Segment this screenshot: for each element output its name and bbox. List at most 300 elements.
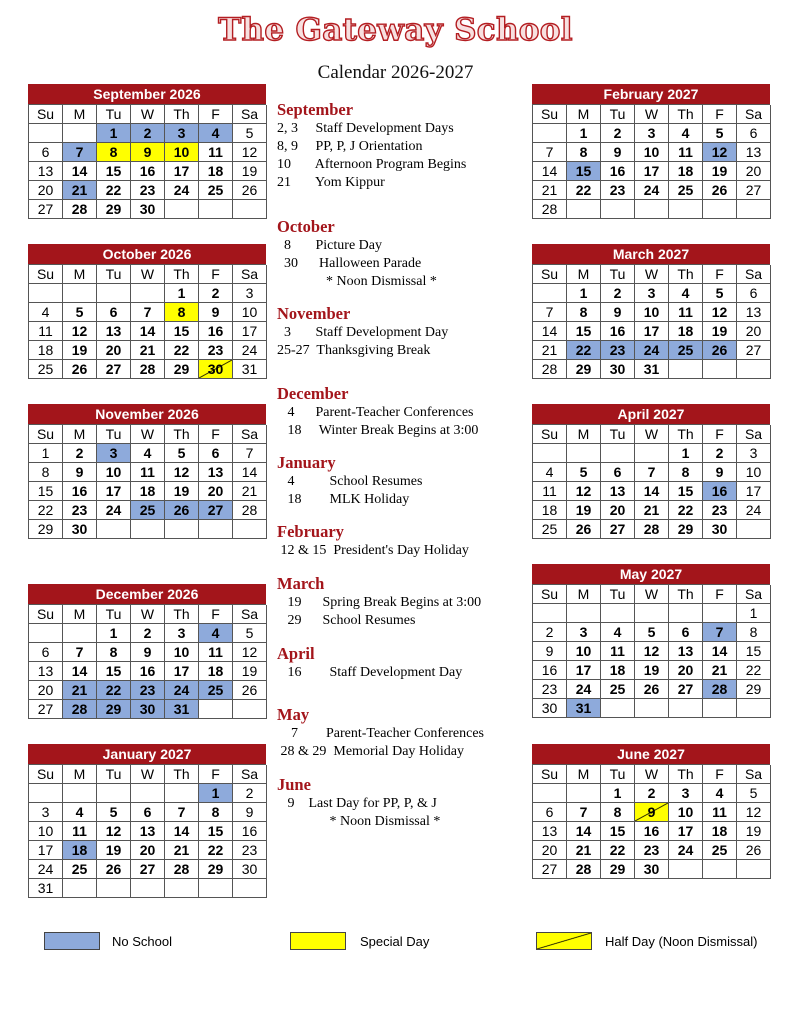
day-cell xyxy=(635,303,669,322)
day-cell xyxy=(97,643,131,662)
weekday-header: F xyxy=(703,425,737,444)
day-cell xyxy=(97,463,131,482)
weekday-header: Su xyxy=(533,425,567,444)
day-cell xyxy=(63,482,97,501)
day-cell xyxy=(97,501,131,520)
day-cell xyxy=(601,162,635,181)
day-cell xyxy=(601,303,635,322)
calendar-jan-2027 xyxy=(28,744,266,898)
weekday-header: Sa xyxy=(737,105,771,124)
day-cell xyxy=(131,822,165,841)
day-cell xyxy=(635,841,669,860)
day-cell xyxy=(165,360,199,379)
day-number: 19 xyxy=(71,342,88,358)
day-cell xyxy=(199,162,233,181)
day-cell xyxy=(233,303,267,322)
day-cell xyxy=(601,661,635,680)
day-number: 15 xyxy=(575,163,592,179)
day-cell xyxy=(199,322,233,341)
day-number: 31 xyxy=(575,700,592,716)
day-number: 4 xyxy=(211,125,220,141)
day-number: 13 xyxy=(139,823,156,839)
empty-day-cell xyxy=(567,200,601,219)
weekday-header: Su xyxy=(29,105,63,124)
day-cell xyxy=(703,680,737,699)
day-number: 2 xyxy=(613,285,622,301)
event-month-heading: March xyxy=(277,574,325,593)
day-cell xyxy=(199,341,233,360)
day-cell xyxy=(669,784,703,803)
day-cell xyxy=(29,482,63,501)
empty-day-cell xyxy=(737,520,771,539)
day-cell xyxy=(533,841,567,860)
weekday-header: Tu xyxy=(601,265,635,284)
day-cell xyxy=(635,623,669,642)
day-number: 9 xyxy=(75,464,84,480)
day-cell xyxy=(199,822,233,841)
weekday-header: Tu xyxy=(97,425,131,444)
day-cell xyxy=(567,661,601,680)
weekday-header: W xyxy=(131,425,165,444)
day-cell xyxy=(601,360,635,379)
weekday-header: Th xyxy=(669,425,703,444)
day-number: 9 xyxy=(245,804,254,820)
event-month-heading: May xyxy=(277,705,310,724)
day-number: 21 xyxy=(711,662,728,678)
event-line: 8, 9 PP, P, J Orientation xyxy=(277,139,423,154)
day-number: 16 xyxy=(643,823,660,839)
day-cell xyxy=(165,662,199,681)
event-month-heading: June xyxy=(277,775,311,794)
day-number: 9 xyxy=(647,804,656,820)
day-cell xyxy=(29,700,63,719)
day-number: 12 xyxy=(173,464,190,480)
day-number: 29 xyxy=(745,681,762,697)
empty-day-cell xyxy=(233,520,267,539)
weekday-header: W xyxy=(131,105,165,124)
day-number: 24 xyxy=(643,182,660,198)
day-cell xyxy=(737,642,771,661)
day-number: 21 xyxy=(139,342,156,358)
day-cell xyxy=(703,841,737,860)
day-number: 26 xyxy=(105,861,122,877)
day-number: 8 xyxy=(211,804,220,820)
day-cell xyxy=(63,322,97,341)
day-cell xyxy=(199,624,233,643)
day-number: 1 xyxy=(211,785,220,801)
day-number: 5 xyxy=(579,464,588,480)
day-cell xyxy=(131,341,165,360)
day-number: 23 xyxy=(241,842,258,858)
legend-half-day-label: Half Day (Noon Dismissal) xyxy=(605,934,758,949)
day-cell xyxy=(669,482,703,501)
empty-day-cell xyxy=(165,879,199,898)
empty-day-cell xyxy=(567,604,601,623)
day-cell xyxy=(567,322,601,341)
weekday-header: Th xyxy=(165,425,199,444)
day-cell xyxy=(601,680,635,699)
day-number: 26 xyxy=(575,521,592,537)
weekday-header: Tu xyxy=(97,765,131,784)
day-cell xyxy=(635,181,669,200)
day-number: 4 xyxy=(41,304,50,320)
day-cell xyxy=(737,661,771,680)
day-cell xyxy=(29,303,63,322)
empty-day-cell xyxy=(635,444,669,463)
day-number: 9 xyxy=(715,464,724,480)
day-number: 2 xyxy=(211,285,220,301)
day-number: 8 xyxy=(177,304,186,320)
day-number: 24 xyxy=(173,682,190,698)
weekday-header: Tu xyxy=(601,105,635,124)
day-number: 24 xyxy=(643,342,660,358)
empty-day-cell xyxy=(737,860,771,879)
day-number: 3 xyxy=(647,125,656,141)
day-number: 13 xyxy=(745,304,762,320)
day-cell xyxy=(533,699,567,718)
day-number: 28 xyxy=(71,201,88,217)
day-number: 20 xyxy=(139,842,156,858)
weekday-header: Su xyxy=(533,765,567,784)
day-number: 14 xyxy=(643,483,660,499)
day-cell xyxy=(635,661,669,680)
day-cell xyxy=(233,643,267,662)
empty-day-cell xyxy=(199,879,233,898)
day-number: 14 xyxy=(541,323,558,339)
day-number: 19 xyxy=(643,662,660,678)
day-cell xyxy=(669,822,703,841)
day-cell xyxy=(131,482,165,501)
day-cell xyxy=(97,181,131,200)
day-number: 31 xyxy=(643,361,660,377)
day-number: 27 xyxy=(541,861,558,877)
day-number: 27 xyxy=(105,361,122,377)
day-cell xyxy=(131,624,165,643)
day-number: 6 xyxy=(545,804,554,820)
day-cell xyxy=(29,860,63,879)
day-number: 25 xyxy=(71,861,88,877)
day-cell xyxy=(165,624,199,643)
day-cell xyxy=(131,181,165,200)
calendar-grid xyxy=(28,604,266,719)
day-cell xyxy=(635,784,669,803)
day-cell xyxy=(635,341,669,360)
day-cell xyxy=(737,284,771,303)
day-cell xyxy=(533,341,567,360)
day-number: 13 xyxy=(207,464,224,480)
day-number: 12 xyxy=(711,144,728,160)
day-number: 11 xyxy=(140,464,155,480)
day-cell xyxy=(635,124,669,143)
day-cell xyxy=(737,463,771,482)
day-number: 22 xyxy=(609,842,626,858)
day-number: 21 xyxy=(173,842,190,858)
calendar-month-header: November 2026 xyxy=(28,404,266,424)
weekday-header: M xyxy=(567,765,601,784)
day-number: 3 xyxy=(749,445,758,461)
day-cell xyxy=(131,841,165,860)
day-cell xyxy=(567,841,601,860)
legend-half-day-swatch xyxy=(536,932,592,950)
day-number: 31 xyxy=(241,361,258,377)
empty-day-cell xyxy=(131,520,165,539)
day-number: 22 xyxy=(173,342,190,358)
day-cell xyxy=(131,860,165,879)
empty-day-cell xyxy=(199,520,233,539)
day-number: 15 xyxy=(173,323,190,339)
day-number: 3 xyxy=(177,625,186,641)
day-cell xyxy=(63,463,97,482)
day-cell xyxy=(567,520,601,539)
weekday-header: Th xyxy=(669,585,703,604)
day-number: 17 xyxy=(105,483,122,499)
day-number: 10 xyxy=(575,643,592,659)
day-cell xyxy=(165,482,199,501)
day-number: 13 xyxy=(37,163,54,179)
day-number: 3 xyxy=(647,285,656,301)
empty-day-cell xyxy=(131,284,165,303)
day-cell xyxy=(131,444,165,463)
day-cell xyxy=(533,623,567,642)
calendar-grid xyxy=(532,764,770,879)
day-cell xyxy=(233,841,267,860)
day-number: 17 xyxy=(37,842,54,858)
calendar-grid xyxy=(532,584,770,718)
day-number: 14 xyxy=(575,823,592,839)
day-number: 29 xyxy=(207,861,224,877)
day-number: 29 xyxy=(105,201,122,217)
day-cell xyxy=(165,681,199,700)
weekday-header: M xyxy=(567,265,601,284)
day-cell xyxy=(601,520,635,539)
weekday-header: M xyxy=(567,105,601,124)
weekday-header: Th xyxy=(165,765,199,784)
day-cell xyxy=(601,143,635,162)
day-number: 18 xyxy=(207,663,224,679)
empty-day-cell xyxy=(63,284,97,303)
day-cell xyxy=(165,181,199,200)
day-number: 21 xyxy=(541,342,558,358)
day-number: 29 xyxy=(37,521,54,537)
day-number: 2 xyxy=(143,625,152,641)
event-month-heading: April xyxy=(277,644,315,663)
weekday-header: Sa xyxy=(737,425,771,444)
day-cell xyxy=(199,501,233,520)
day-cell xyxy=(533,181,567,200)
day-number: 9 xyxy=(613,304,622,320)
day-number: 7 xyxy=(715,624,724,640)
day-number: 1 xyxy=(613,785,622,801)
day-number: 29 xyxy=(575,361,592,377)
day-number: 18 xyxy=(677,323,694,339)
day-number: 6 xyxy=(749,125,758,141)
event-line: 29 School Resumes xyxy=(277,613,416,628)
day-cell xyxy=(567,143,601,162)
day-number: 11 xyxy=(712,804,727,820)
day-number: 13 xyxy=(105,323,122,339)
weekday-header: Th xyxy=(165,105,199,124)
day-number: 11 xyxy=(542,483,557,499)
day-cell xyxy=(703,642,737,661)
day-number: 2 xyxy=(613,125,622,141)
day-number: 25 xyxy=(609,681,626,697)
day-number: 11 xyxy=(678,304,693,320)
day-number: 23 xyxy=(71,502,88,518)
day-cell xyxy=(601,822,635,841)
day-number: 30 xyxy=(609,361,626,377)
day-cell xyxy=(601,181,635,200)
day-number: 4 xyxy=(211,625,220,641)
weekday-header: F xyxy=(199,765,233,784)
day-number: 25 xyxy=(207,682,224,698)
day-cell xyxy=(131,463,165,482)
empty-day-cell xyxy=(703,860,737,879)
weekday-header: F xyxy=(703,105,737,124)
calendar-grid xyxy=(28,764,266,898)
day-number: 6 xyxy=(749,285,758,301)
day-number: 21 xyxy=(541,182,558,198)
event-month-heading: December xyxy=(277,384,349,403)
day-number: 19 xyxy=(745,823,762,839)
day-cell xyxy=(703,444,737,463)
day-number: 9 xyxy=(211,304,220,320)
day-cell xyxy=(29,181,63,200)
day-cell xyxy=(29,643,63,662)
day-cell xyxy=(635,642,669,661)
day-cell xyxy=(165,803,199,822)
event-month-heading: October xyxy=(277,217,335,236)
event-line: 12 & 15 President's Day Holiday xyxy=(277,543,469,558)
day-cell xyxy=(97,841,131,860)
day-number: 4 xyxy=(545,464,554,480)
day-number: 6 xyxy=(109,304,118,320)
day-number: 28 xyxy=(711,681,728,697)
day-cell xyxy=(29,341,63,360)
day-number: 19 xyxy=(575,502,592,518)
day-cell xyxy=(737,822,771,841)
calendar-month-header: June 2027 xyxy=(532,744,770,764)
event-line: 18 Winter Break Begins at 3:00 xyxy=(277,423,479,438)
day-cell xyxy=(29,681,63,700)
day-number: 27 xyxy=(745,182,762,198)
empty-day-cell xyxy=(601,604,635,623)
weekday-header: W xyxy=(635,105,669,124)
day-number: 8 xyxy=(681,464,690,480)
day-number: 20 xyxy=(745,323,762,339)
day-number: 25 xyxy=(139,502,156,518)
day-cell xyxy=(165,463,199,482)
day-cell xyxy=(131,322,165,341)
day-cell xyxy=(233,322,267,341)
calendar-month-header: January 2027 xyxy=(28,744,266,764)
empty-day-cell xyxy=(601,699,635,718)
empty-day-cell xyxy=(63,124,97,143)
day-cell xyxy=(131,501,165,520)
day-cell xyxy=(533,482,567,501)
day-cell xyxy=(533,860,567,879)
day-cell xyxy=(669,303,703,322)
day-number: 8 xyxy=(579,304,588,320)
day-cell xyxy=(703,661,737,680)
day-cell xyxy=(533,303,567,322)
day-cell xyxy=(165,143,199,162)
day-number: 5 xyxy=(715,125,724,141)
day-cell xyxy=(199,803,233,822)
event-line: 28 & 29 Memorial Day Holiday xyxy=(277,744,465,759)
weekday-header: Tu xyxy=(601,765,635,784)
weekday-header: Su xyxy=(533,265,567,284)
day-number: 18 xyxy=(541,502,558,518)
day-number: 2 xyxy=(715,445,724,461)
day-cell xyxy=(703,341,737,360)
weekday-header: Su xyxy=(29,605,63,624)
empty-day-cell xyxy=(601,200,635,219)
day-number: 3 xyxy=(109,445,118,461)
day-cell xyxy=(669,642,703,661)
day-number: 30 xyxy=(139,701,156,717)
day-number: 10 xyxy=(105,464,122,480)
day-cell xyxy=(533,520,567,539)
day-number: 14 xyxy=(139,323,156,339)
empty-day-cell xyxy=(737,200,771,219)
event-line: 9 Last Day for PP, P, & J xyxy=(277,796,437,811)
day-number: 17 xyxy=(173,663,190,679)
empty-day-cell xyxy=(165,200,199,219)
weekday-header: M xyxy=(63,605,97,624)
day-cell xyxy=(737,181,771,200)
day-number: 15 xyxy=(575,323,592,339)
day-number: 25 xyxy=(677,342,694,358)
day-number: 10 xyxy=(241,304,258,320)
empty-day-cell xyxy=(165,784,199,803)
day-cell xyxy=(233,143,267,162)
day-number: 12 xyxy=(745,804,762,820)
day-number: 27 xyxy=(677,681,694,697)
day-cell xyxy=(635,162,669,181)
day-number: 11 xyxy=(610,643,625,659)
day-cell xyxy=(737,124,771,143)
empty-day-cell xyxy=(669,604,703,623)
day-cell xyxy=(165,162,199,181)
empty-day-cell xyxy=(63,879,97,898)
empty-day-cell xyxy=(669,860,703,879)
calendar-month-header: September 2026 xyxy=(28,84,266,104)
day-number: 8 xyxy=(109,144,118,160)
day-cell xyxy=(233,124,267,143)
day-cell xyxy=(567,284,601,303)
calendar-month-header: December 2026 xyxy=(28,584,266,604)
empty-day-cell xyxy=(567,444,601,463)
day-number: 23 xyxy=(643,842,660,858)
day-number: 12 xyxy=(711,304,728,320)
day-cell xyxy=(669,284,703,303)
weekday-header: Sa xyxy=(233,765,267,784)
day-cell xyxy=(669,520,703,539)
day-cell xyxy=(567,680,601,699)
day-cell xyxy=(635,360,669,379)
weekday-header: Tu xyxy=(97,605,131,624)
weekday-header: F xyxy=(199,265,233,284)
calendar-grid xyxy=(28,104,266,219)
day-number: 20 xyxy=(105,342,122,358)
day-number: 13 xyxy=(745,144,762,160)
day-cell xyxy=(233,784,267,803)
day-cell xyxy=(199,482,233,501)
day-number: 18 xyxy=(711,823,728,839)
day-number: 18 xyxy=(37,342,54,358)
day-number: 6 xyxy=(143,804,152,820)
day-cell xyxy=(669,322,703,341)
